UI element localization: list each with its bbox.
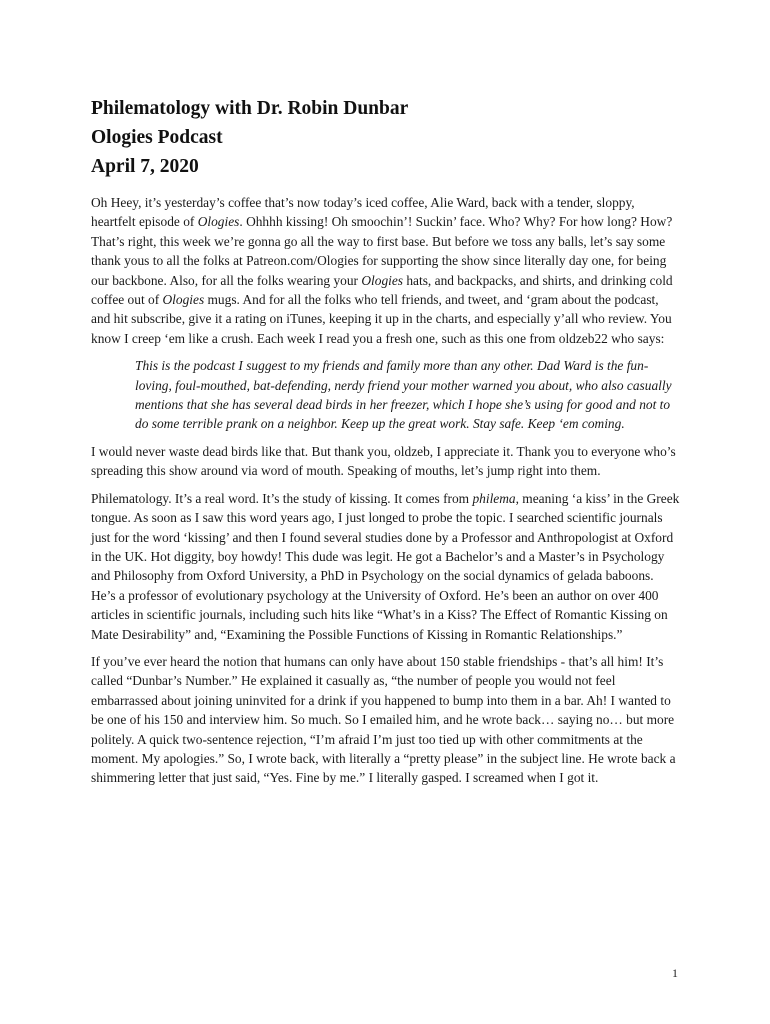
- text-run: , meaning ‘a kiss’ in the Greek tongue. As soon as I saw this word years ago, I just longed to probe the topic. I searched scientific journals just for the word ‘kissing’ and then I found several studies done by a Professor and Anthropologist at Oxford in the UK. Hot diggity, boy howdy! This dude was legit. He got a Bachelor’s and a Master’s in Psychology and Philosophy from Oxford University, a PhD in Psychology on the social dynamics of gelada baboons. He’s a professor of evolutionary psychology at the University of Oxford. He’s been an author on over 400 articles in scientific journals, including such hits like “What’s in a Kiss? The Effect of Romantic Kissing on Mate Desirability” and, “Examining the Possible Functions of Kissing in Romantic Relationships.”: [91, 490, 680, 642]
- text-run: . Ohhhh kissing! Oh smoochin’! Suckin’ face. Who? Why? For how long? How? That’s right, this week we’re gonna go all the way to first base. But before we toss any balls, let’s say some thank yous to all the folks at Patreon.com/Ologies for supporting the show since literally day one, for being our backbone. Also, for all the folks wearing your: [91, 214, 673, 288]
- document-page: [91, 94, 681, 796]
- intro-paragraph: [91, 193, 681, 348]
- text-run: mugs. And for all the folks who tell friends, and tweet, and ‘gram about the podcast, and hit subscribe, give it a rating on iTunes, keeping it up in the charts, and especially y’all who review. You know I creep ‘em like a crush. Each week I read you a fresh one, such as this one from oldzeb22 who says:: [91, 292, 672, 346]
- review-response-paragraph: I would never waste dead birds like that. But thank you, oldzeb, I appreciate it. Thank you to everyone who’s spreading this show around via word of mouth. Speaking of mouths, let’s jump right into them.: [91, 443, 676, 479]
- philematology-paragraph: [91, 489, 681, 644]
- show-name-italic: Ologies: [162, 292, 205, 308]
- document-title: [91, 94, 681, 181]
- episode-title: Philematology with Dr. Robin Dunbar: [91, 98, 409, 119]
- greek-word-italic: philema: [472, 490, 516, 506]
- dunbar-number-paragraph: If you’ve ever heard the notion that humans can only have about 150 stable friendships - that’s all him! It’s called “Dunbar’s Number.” He explained it casually as, “the number of people you would not feel embarrassed about joining uninvited for a drink if you happened to bump into them in a bar. Ah! I wanted to be one of his 150 and interview him. So much. So I emailed him, and he wrote back… saying no… but more politely. A quick two-sentence rejection, “I’m afraid I’m just too tied up with other commitments at the moment. My apologies.” So, I wrote back, with literally a “pretty please” in the subject line. He wrote back a shimmering letter that just said, “Yes. Fine by me.” I literally gasped. I screamed when I got it.: [91, 653, 676, 786]
- listener-review-quote: This is the podcast I suggest to my friends and family more than any other. Dad Ward is the fun-loving, foul-mouthed, bat-defending, nerdy friend your mother warned you about, who also casually mentions that she has several dead birds in her freezer, which I hope she’s using for good and not to do some terrible prank on a neighbor. Keep up the great work. Stay safe. Keep ‘em coming.: [135, 358, 672, 432]
- page-number: 1: [672, 966, 678, 980]
- podcast-name: Ologies Podcast: [91, 127, 223, 148]
- show-name-italic: Ologies: [197, 214, 240, 230]
- text-run: hats, and backpacks, and shirts, and drinking cold coffee out of: [91, 272, 673, 308]
- text-run: Oh Heey, it’s yesterday’s coffee that’s now today’s iced coffee, Alie Ward, back with a tender, sloppy, heartfelt episode of: [91, 195, 635, 230]
- show-name-italic: Ologies: [361, 272, 404, 288]
- text-run: Philematology. It’s a real word. It’s the study of kissing. It comes from: [91, 490, 473, 506]
- episode-date: April 7, 2020: [91, 156, 199, 177]
